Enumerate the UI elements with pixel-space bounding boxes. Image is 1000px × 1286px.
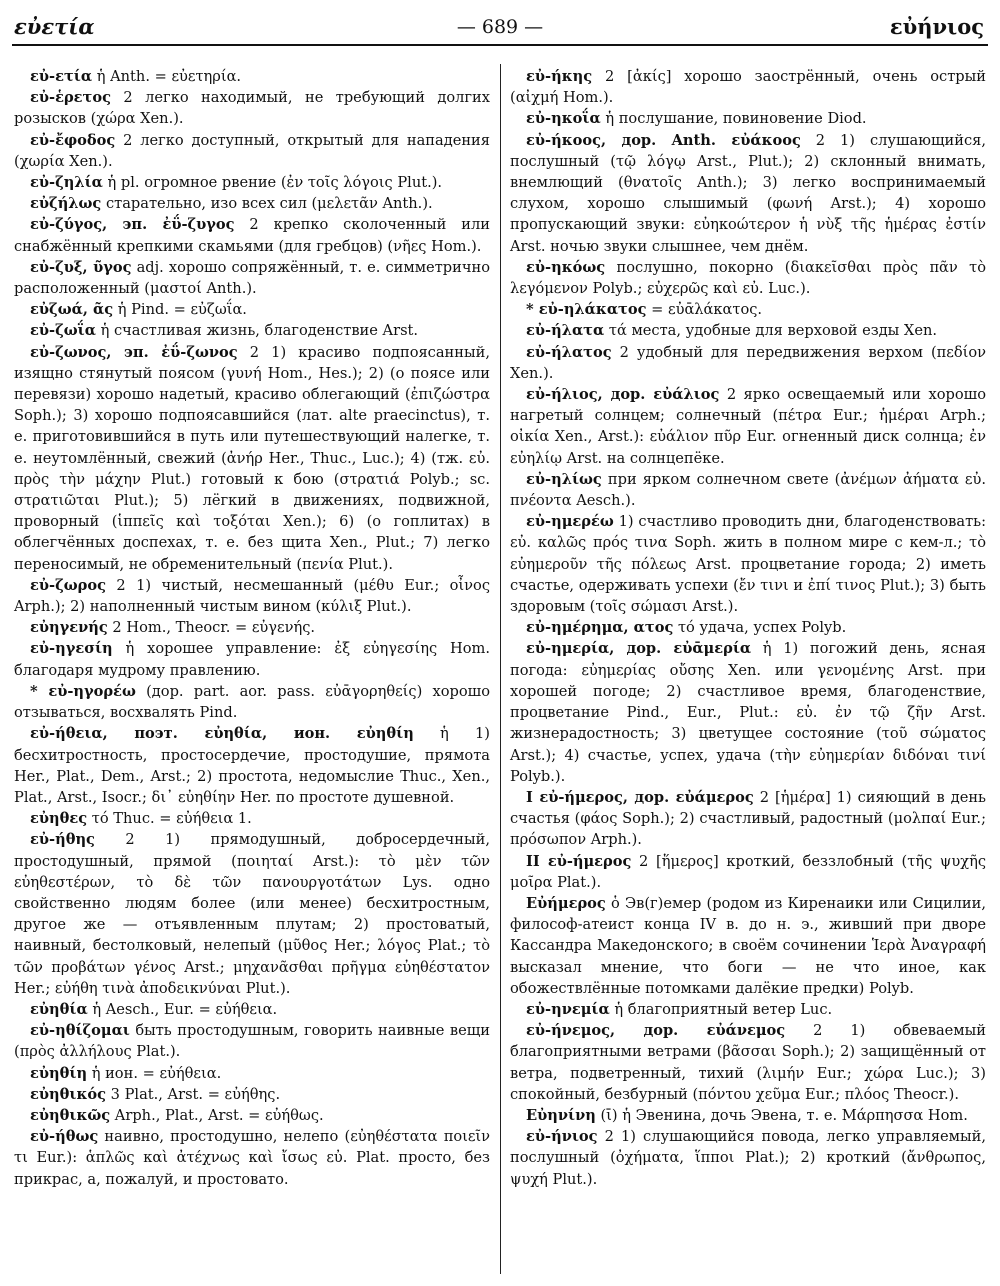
dictionary-entry	[14, 1126, 490, 1190]
entry-definition: 2 1) слушающийся повода, легко управляемый, послушный (ὀχήματα, ἵπποι Plat.); 2) кроткий (ἄνθρωπος, ψυχή Plut.).	[510, 1128, 986, 1188]
dictionary-entry	[510, 999, 986, 1020]
dictionary-entry	[510, 384, 986, 469]
entry-definition: 2 крепко сколоченный или снабжённый крепкими скамьями (для гребцов) (νῆες Hom.).	[14, 216, 490, 255]
entry-definition: ἡ 1) погожий день, ясная погода: εὐημερίας οὔσης Xen. или γενομένης Arst. при хорошей погоде; 2) счастливое время, благоденствие, процветание Pind., Eur., Plut.: εὐ. ἐν τῷ ζῆν Arst. жизнерадостность; 3) цветущее состояние (τοῦ σώματος Arst.); 4) счастье, успех, удача (τὴν εὐημερίαν διδόναι τινί Polyb.).	[510, 640, 986, 785]
dictionary-entry	[14, 130, 490, 172]
entry-definition: ἡ 1) бесхитростность, простосердечие, простодушие, прямота Her., Plat., Dem., Arst.; 2) простота, недомыслие Thuc., Xen., Plat., Arst., Isocr.; δι᾽ εὐηθίην Her. по простоте душевной.	[14, 725, 490, 806]
entry-definition: 2 1) обвеваемый благоприятными ветрами (βᾶσσαι Soph.); 2) защищённый от ветра, подветренный, тихий (λιμήν Eur.; χώρα Luc.); 3) спокойный, безбурный (πόντου χεῦμα Eur.; πλόος Theocr.).	[510, 1022, 986, 1103]
dictionary-entry	[510, 1126, 986, 1190]
left-column	[14, 66, 490, 1190]
entry-definition: ἡ благоприятный ветер Luc.	[609, 1000, 833, 1018]
entry-definition: adj. хорошо сопряжённый, т. е. симметрично расположенный (μαστοί Anth.).	[14, 258, 490, 298]
dictionary-entry	[510, 469, 986, 511]
entry-headword: εὐ-ἑρετος	[30, 89, 111, 107]
entry-definition: 2 легко доступный, открытый для нападения (χωρία Xen.).	[14, 131, 490, 170]
entry-headword: εὐζήλως	[30, 195, 102, 213]
entry-definition: ἡ ион. = εὐήθεια.	[87, 1064, 222, 1082]
dictionary-entry	[14, 1063, 490, 1084]
dictionary-entry	[510, 1020, 986, 1105]
entry-definition: τά места, удобные для верховой езды Xen.	[604, 322, 937, 340]
entry-headword: εὐ-ήλατα	[526, 322, 605, 340]
entry-headword: Εὐήμερος	[526, 894, 606, 912]
dictionary-entry	[14, 617, 490, 638]
entry-definition: ἡ pl. огромное рвение (ἐν τοῖς λόγοις Plut.).	[102, 174, 443, 192]
entry-definition: 2 Hom., Theocr. = εὐγενής.	[107, 619, 316, 637]
entry-headword: εὐ-ήλατος	[526, 343, 612, 361]
dictionary-entry	[510, 787, 986, 851]
entry-definition: τό удача, успех Polyb.	[673, 619, 847, 637]
entry-definition: 2 удобный для передвижения верхом (πεδίον Xen.).	[510, 343, 986, 382]
entry-definition: ἡ Pind. = εὐζωΐα.	[113, 301, 247, 319]
dictionary-entry	[14, 999, 490, 1020]
dictionary-entry	[14, 808, 490, 829]
entry-definition: = εὐᾱλάκατος.	[646, 301, 763, 319]
entry-headword: εὐζωά, ᾶς	[30, 301, 114, 319]
dictionary-entry	[14, 1105, 490, 1126]
entry-headword: εὐ-ημερία, дор. εὐᾱμερία	[526, 640, 752, 658]
dictionary-entry	[14, 575, 490, 617]
dictionary-entry	[14, 320, 490, 341]
page-number: — 689 —	[456, 16, 544, 38]
entry-definition: 1) счастливо проводить дни, благоденствовать: εὐ. καλῶς πρός τινα Soph. жить в полном мире с кем-л.; τὸ εὐημεροῦν τῆς πόλεως Arst. процветание города; 2) иметь счастье, одерживать успехи (ἔν τινι и ἐπί τινος Plut.); 3) быть здоровым (τοῖς σώμασι Arst.).	[510, 513, 986, 616]
entry-headword: εὐ-ετία	[30, 68, 93, 85]
entry-definition: 2 1) чистый, несмешанный (μέθυ Eur.; οἶνος Arph.); 2) наполненный чистым вином (κύλιξ Plut.).	[14, 576, 490, 616]
entry-definition: при ярком солнечном свете (ἀνέμων ἀήματα εὐ. πνέοντα Aesch.).	[510, 470, 986, 510]
dictionary-entry	[14, 723, 490, 808]
dictionary-entry	[14, 829, 490, 999]
dictionary-entry	[510, 320, 986, 341]
dictionary-entry	[14, 1020, 490, 1062]
entry-definition: 2 легко находимый, не требующий долгих розысков (χώρα Xen.).	[14, 89, 490, 128]
dictionary-entry	[510, 66, 986, 108]
entry-headword: εὐ-ζύγος, эп. ἐΰ-ζυγος	[30, 216, 235, 234]
entry-definition: τό Thuc. = εὐήθεια 1.	[87, 810, 252, 828]
entry-definition: быть простодушным, говорить наивные вещи (πρὸς ἀλλήλους Plat.).	[14, 1022, 490, 1061]
entry-definition: ἡ счастливая жизнь, благоденствие Arst.	[95, 322, 419, 340]
entry-headword: εὐ-ζηλία	[30, 174, 103, 192]
entry-headword: εὐ-ημέρημα, ατος	[526, 619, 674, 637]
entry-headword: εὐηθία	[30, 1000, 88, 1018]
entry-headword: εὐηθικῶς	[30, 1106, 111, 1124]
entry-headword: εὐ-ήκοος, дор. Anth. εὐάκοος	[526, 131, 801, 149]
entry-headword: I εὐ-ήμερος, дор. εὐάμερος	[526, 788, 754, 806]
dictionary-entry	[510, 638, 986, 786]
entry-definition: старательно, изо всех сил (μελετᾶν Anth.).	[101, 195, 433, 213]
dictionary-entry	[510, 617, 986, 638]
dictionary-entry	[510, 851, 986, 893]
entry-headword: * εὐ-ηγορέω	[30, 682, 136, 700]
dictionary-entry	[510, 257, 986, 299]
dictionary-entry	[14, 681, 490, 723]
dictionary-entry	[510, 130, 986, 257]
entry-definition: 2 1) прямодушный, добросердечный, простодушный, прямой (ποιηταί Arst.): τὸ μὲν τῶν εὐηθεστέρων, τὸ δὲ τῶν πανουργοτάτων Lys. одно свойственно людям более (или менее) бесхитростным, другое же — отъявленным плутам; 2) простоватый, наивный, бестолковый, нелепый (μῦθος Her.; λόγος Plat.; τὸ τῶν προβάτων γένος Arst.; μηχανᾶσθαι πρῆγμα εὐηθέστατον Her.; εὐήθη τινὰ ἀποδεικνύναι Plut.).	[14, 831, 490, 997]
dictionary-entry	[14, 1084, 490, 1105]
dictionary-entry	[510, 342, 986, 384]
entry-definition: ἡ хорошее управление: ἐξ εὐηγεσίης Hom. благодаря мудрому правлению.	[14, 640, 490, 679]
entry-headword: εὐ-ζωρος	[30, 576, 106, 594]
entry-definition: Arph., Plat., Arst. = εὐήθως.	[110, 1106, 324, 1124]
entry-definition: 3 Plat., Arst. = εὐήθης.	[106, 1085, 281, 1103]
entry-definition: ὁ Эв(г)емер (родом из Киренаики или Сицилии, философ-атеист конца IV в. до н. э., живший при дворе Кассандра Македонского; в своём сочинении Ἱερὰ Ἀναγραφή высказал мнение, что боги — не что иное, как обожествлённые потомками далёкие предки) Polyb.	[510, 894, 986, 997]
entry-headword: εὐ-ηθίζομαι	[30, 1022, 130, 1040]
entry-definition: ἡ Aesch., Eur. = εὐήθεια.	[87, 1000, 278, 1018]
entry-headword: εὐ-ζωνος, эп. ἐΰ-ζωνος	[30, 343, 238, 361]
column-divider	[500, 64, 501, 1274]
dictionary-entry	[510, 299, 986, 320]
entry-definition: (дор. part. aor. pass. εὐᾱγορηθείς) хорошо отзываться, восхвалять Pind.	[14, 682, 491, 722]
entry-headword: εὐηγενής	[30, 619, 108, 637]
entry-headword: εὐ-ήθως	[30, 1128, 99, 1146]
header-rule	[12, 44, 988, 46]
entry-definition: послушно, покорно (διακεῖσθαι πρὸς πᾶν τὸ λεγόμενον Polyb.; εὐχερῶς καὶ εὐ. Luc.).	[510, 258, 986, 298]
entry-definition: 2 1) красиво подпоясанный, изящно стянутый поясом (γυνή Hom., Hes.); 2) (о поясе или перевязи) хорошо надетый, красиво облегающий (ἐπιζώστρα Soph.); 3) хорошо подпоясавшийся (лат. alte praecinctus), т. е. приготовившийся в путь или путешествующий налегке, т. е. неутомлённый, свежий (ἀνήρ Her., Thuc., Luc.); 4) (тж. εὐ. πρὸς τὴν μάχην Plut.) готовый к бою (στρατιά Polyb.; sc. στρατιῶται Plut.); 5) лёгкий в движениях, подвижной, проворный (ἱππεῖς καὶ τοξόται Xen.); 6) (о гоплитах) в облегчённых доспехах, т. е. без щита Xen., Plut.; 7) легко переносимый, не обременительный (πενία Plut.).	[14, 343, 490, 573]
dictionary-entry	[14, 299, 490, 320]
entry-headword: εὐ-ήκης	[526, 68, 593, 85]
entry-headword: εὐ-ήθης	[30, 831, 95, 849]
entry-definition: 2 [ἀκίς] хорошо заострённый, очень острый (αἰχμή Hom.).	[510, 68, 986, 107]
entry-definition: 2 [ἡμέρα] 1) сияющий в день счастья (φάος Soph.); 2) счастливый, радостный (μολπαί Eur.; πρόσωπον Arph.).	[510, 788, 986, 849]
entry-headword: εὐ-ζυξ, ῦγος	[30, 258, 132, 276]
dictionary-entry	[14, 172, 490, 193]
entry-headword: εὐ-ήθεια, поэт. εὐηθία, ион. εὐηθίη	[30, 725, 414, 743]
dictionary-entry	[510, 893, 986, 999]
dictionary-entry	[510, 1105, 986, 1126]
entry-headword: εὐ-ηνεμία	[526, 1000, 610, 1018]
entry-definition: ἡ Anth. = εὐετηρία.	[92, 68, 242, 85]
entry-headword: εὐηθικός	[30, 1085, 107, 1103]
page-header	[0, 14, 1000, 48]
entry-headword: εὐ-ημερέω	[526, 513, 614, 531]
entry-headword: εὐ-ήνιος	[526, 1128, 598, 1146]
running-head-right: εὐήνιος	[889, 14, 984, 39]
entry-definition: ἡ послушание, повиновение Diod.	[600, 110, 867, 128]
entry-headword: * εὐ-ηλάκατος	[526, 301, 647, 319]
entry-headword: εὐ-ηκόως	[526, 258, 606, 276]
dictionary-entry	[510, 511, 986, 617]
dictionary-entry	[14, 214, 490, 256]
entry-headword: II εὐ-ήμερος	[526, 852, 632, 870]
dictionary-entry	[14, 257, 490, 299]
entry-headword: εὐ-ήνεμος, дор. εὐάνεμος	[526, 1022, 786, 1040]
running-head-left: εὐετία	[14, 14, 95, 39]
entry-definition: (ῑ) ἡ Эвенина, дочь Эвена, т. е. Μάρπησσα Hom.	[595, 1106, 968, 1124]
dictionary-entry	[14, 193, 490, 214]
dictionary-entry	[14, 66, 490, 87]
entry-definition: 2 ярко освещаемый или хорошо нагретый солнцем; солнечный (πέτρα Eur.; ἡμέραι Arph.; οἰκία Xen., Arst.): εὐάλιον πῦρ Eur. огненный диск солнца; ἐν εὐηλίῳ Arst. на солнцепёке.	[510, 386, 986, 467]
entry-definition: 2 [ἥμερος] кроткий, беззлобный (τῆς ψυχῆς μοῖρα Plat.).	[510, 852, 986, 891]
entry-headword: εὐηθες	[30, 810, 88, 828]
entry-definition: наивно, простодушно, нелепо (εὐηθέστατα ποιεῖν τι Eur.): ἁπλῶς καὶ ἀτέχνως καὶ ἴσως εὐ. Plat. просто, без прикрас, а, пожалуй, и простовато.	[14, 1128, 490, 1188]
entry-headword: εὐ-ζωΐα	[30, 322, 96, 340]
entry-definition: 2 1) слушающийся, послушный (τῷ λόγῳ Arst., Plut.); 2) склонный внимать, внемлющий (θνατοῖς Anth.); 3) легко воспринимаемый слухом, хорошо слышимый (φωνή Arst.); 4) хорошо пропускающий звуки: εὐηκοώτερον ἡ νὺξ τῆς ἡμέρας ἐστίν Arst. ночью звуки слышнее, чем днём.	[510, 131, 986, 255]
entry-headword: εὐ-ηλίως	[526, 470, 602, 488]
dictionary-entry	[14, 638, 490, 680]
entry-headword: Εὐηνίνη	[526, 1106, 596, 1124]
entry-headword: εὐ-ηκοΐα	[526, 110, 601, 128]
right-column	[510, 66, 986, 1190]
entry-headword: εὐ-ήλιος, дор. εὐάλιος	[526, 386, 720, 404]
entry-headword: εὐ-ηγεσίη	[30, 640, 113, 658]
dictionary-entry	[510, 108, 986, 129]
entry-headword: εὐηθίη	[30, 1064, 88, 1082]
dictionary-entry	[14, 87, 490, 129]
dictionary-entry	[14, 342, 490, 575]
entry-headword: εὐ-ἔφοδος	[30, 131, 116, 149]
